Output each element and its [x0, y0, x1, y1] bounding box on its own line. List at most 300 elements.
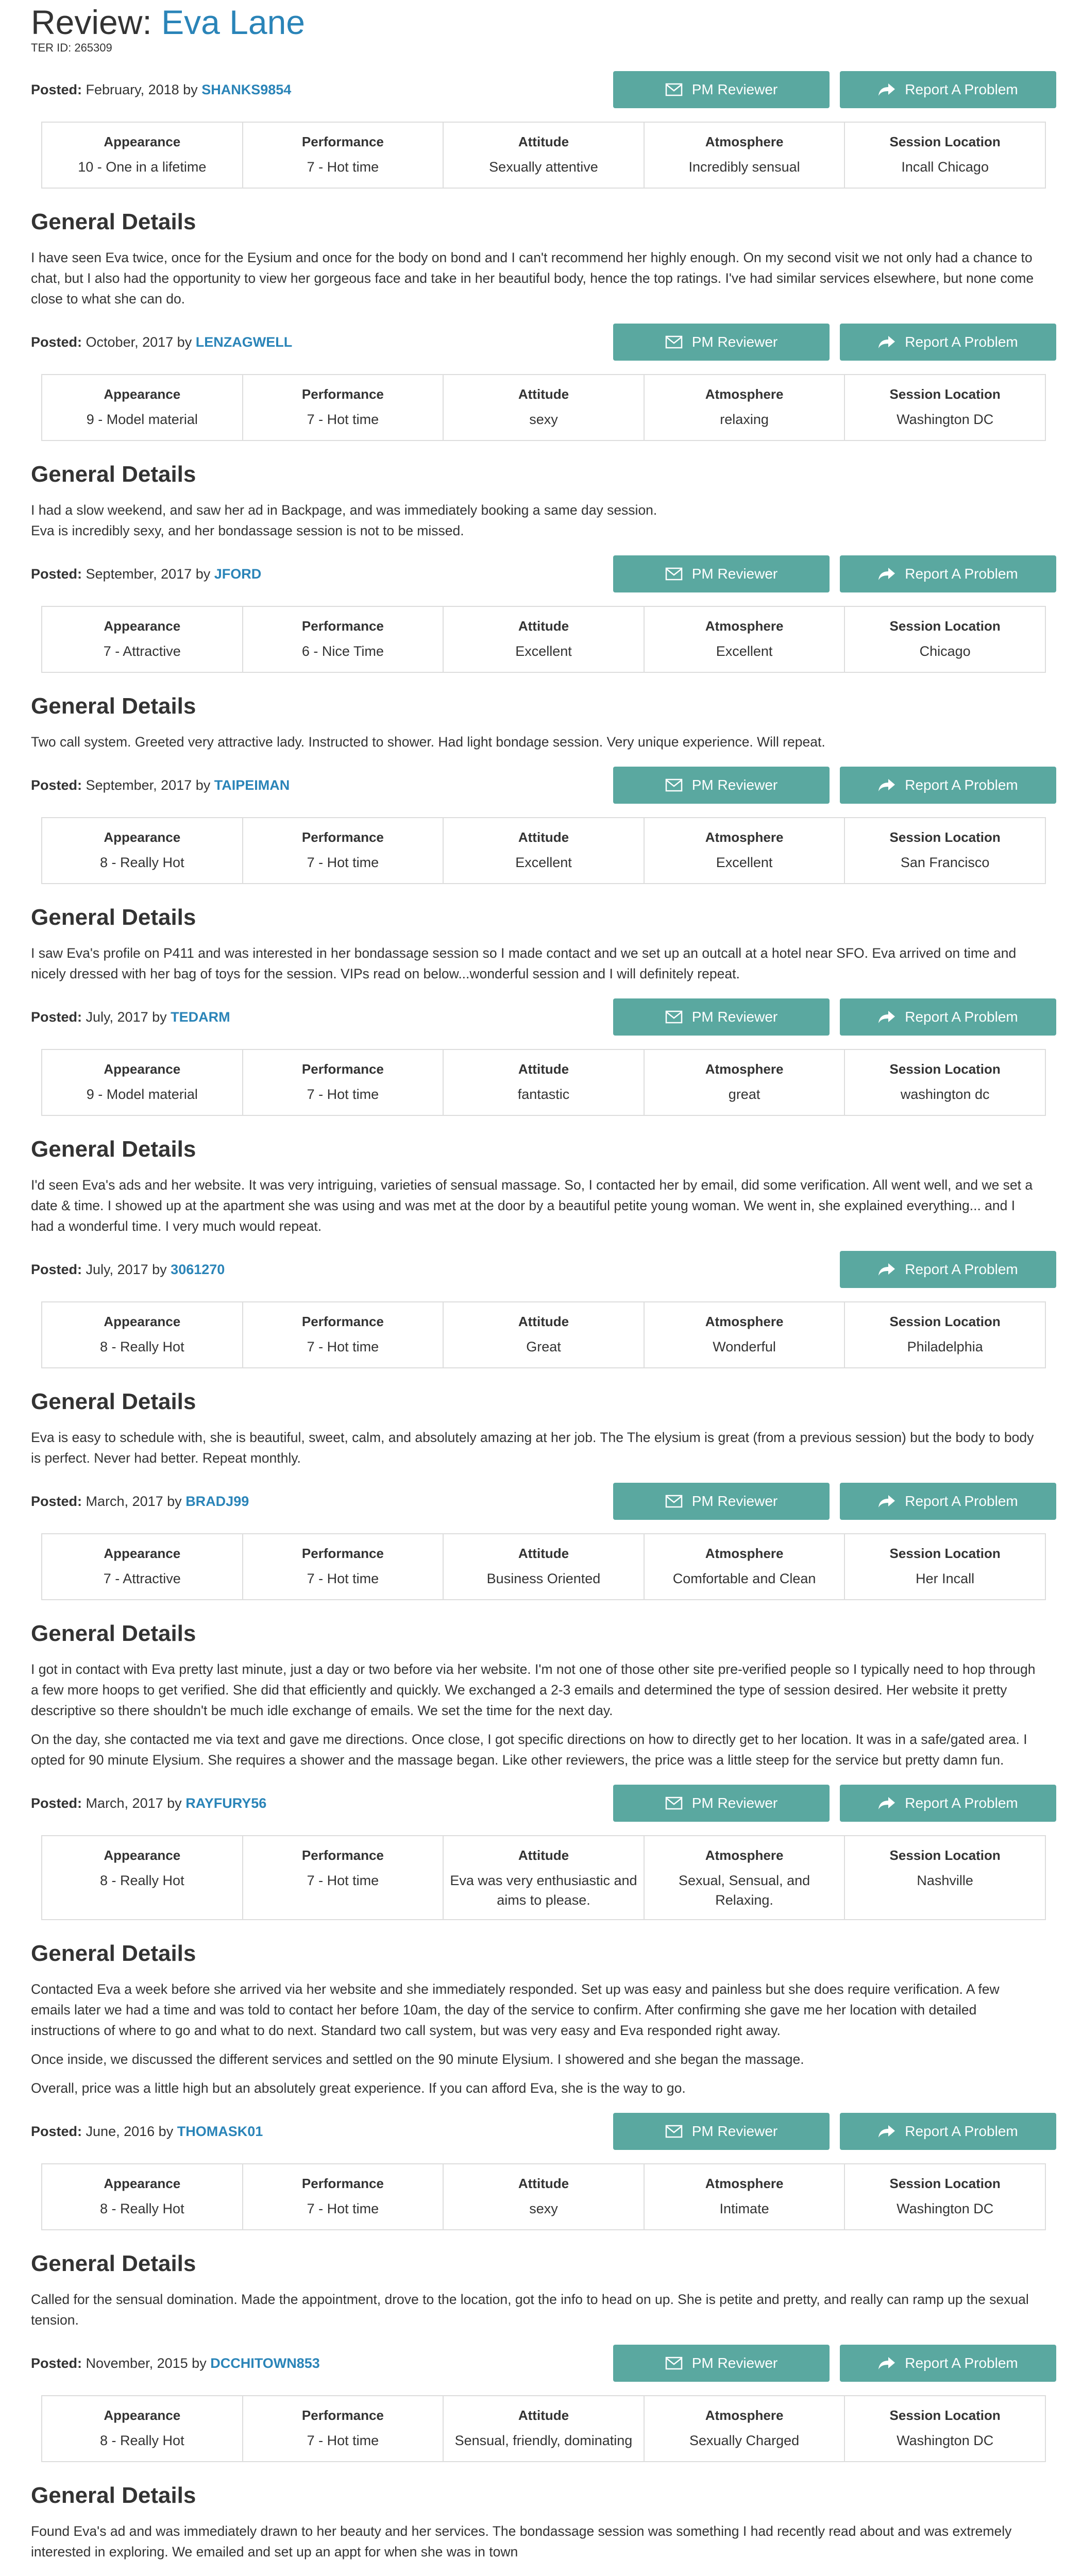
review-date: July, 2017 [86, 1009, 148, 1025]
report-problem-button[interactable] [840, 71, 1056, 108]
rating-value: Incall Chicago [901, 159, 989, 175]
provider-name-link[interactable]: Eva Lane [161, 3, 305, 41]
envelope-icon [665, 82, 683, 97]
rating-appearance [42, 375, 243, 440]
rating-appearance [42, 1836, 243, 1919]
reviewer-link[interactable]: RAYFURY56 [185, 1795, 267, 1811]
rating-appearance [42, 2164, 243, 2229]
posted-label: Posted: [31, 2355, 82, 2371]
rating-label: Atmosphere [705, 1314, 784, 1329]
reviewer-link[interactable]: LENZAGWELL [195, 334, 293, 350]
general-details-text [31, 2521, 1056, 2562]
details-paragraph: I saw Eva's profile on P411 and was interested in her bondassage session so I made contact and we set up an outcall at a hotel near SFO. Eva arrived on time and nicely dressed with her bag of toys for the session. VIPs read on below...wonderful session and I will definitely repeat. [31, 945, 1017, 981]
rating-atmosphere [645, 818, 846, 883]
rating-label: Appearance [104, 1546, 181, 1561]
rating-label: Appearance [104, 1061, 181, 1077]
report-problem-label: Report A Problem [905, 566, 1018, 582]
general-details-text [31, 732, 1056, 752]
envelope-icon [665, 1796, 683, 1810]
envelope-icon [665, 335, 683, 349]
rating-location [845, 1050, 1045, 1115]
review-meta [31, 1481, 1056, 1522]
rating-value: 7 - Attractive [103, 1571, 181, 1586]
reviewer-link[interactable]: DCCHITOWN853 [210, 2355, 320, 2371]
rating-value: 7 - Hot time [307, 1873, 379, 1888]
rating-performance [243, 2164, 444, 2229]
rating-value: Excellent [716, 643, 773, 659]
review-entry [31, 1783, 1056, 2098]
rating-atmosphere [645, 123, 846, 188]
rating-label: Session Location [889, 1546, 1001, 1561]
rating-label: Session Location [889, 134, 1001, 149]
report-problem-button[interactable] [840, 767, 1056, 804]
by-label: by [195, 777, 211, 793]
rating-value: Sexually Charged [689, 2433, 800, 2448]
review-date: June, 2016 [86, 2123, 155, 2139]
general-details-text [31, 2289, 1056, 2330]
review-actions [613, 71, 1056, 108]
rating-label: Session Location [889, 1314, 1001, 1329]
general-details-text [31, 1659, 1056, 1770]
reviewer-link[interactable]: BRADJ99 [185, 1493, 249, 1509]
rating-label: Performance [301, 386, 384, 402]
share-arrow-icon [878, 1796, 895, 1810]
report-problem-button[interactable] [840, 324, 1056, 361]
rating-value: Incredibly sensual [688, 159, 800, 175]
report-problem-button[interactable] [840, 1483, 1056, 1520]
review-date: November, 2015 [86, 2355, 188, 2371]
rating-label: Session Location [889, 829, 1001, 845]
ratings-table [41, 2395, 1046, 2462]
rating-label: Performance [301, 1546, 384, 1561]
rating-value: 8 - Really Hot [100, 2433, 184, 2448]
rating-label: Appearance [104, 134, 181, 149]
rating-value: 7 - Hot time [307, 1339, 379, 1354]
general-details-heading: General Details [31, 1389, 196, 1414]
pm-reviewer-label: PM Reviewer [691, 334, 778, 350]
rating-appearance [42, 1302, 243, 1367]
general-details-heading: General Details [31, 2483, 196, 2508]
pm-reviewer-button[interactable] [613, 324, 830, 361]
pm-reviewer-label: PM Reviewer [691, 2355, 778, 2371]
envelope-icon [665, 2124, 683, 2139]
ratings-table [41, 1835, 1046, 1920]
by-label: by [192, 2355, 207, 2371]
rating-appearance [42, 818, 243, 883]
rating-location [845, 1836, 1045, 1919]
review-date: March, 2017 [86, 1493, 163, 1509]
rating-performance [243, 1302, 444, 1367]
rating-attitude [444, 375, 645, 440]
rating-label: Performance [301, 2176, 384, 2191]
rating-label: Performance [301, 134, 384, 149]
review-meta [31, 765, 1056, 806]
details-paragraph: I'd seen Eva's ads and her website. It was very intriguing, varieties of sensual massage. So, I contacted her by email, did some verification. All went well, and we set a date & time. I showed up at the apartment she was using and was met at the door by a beautiful petite young woman. We went in, she explained everything... and I had a wonderful time. I very much would repeat. [31, 1177, 1033, 1234]
review-meta [31, 2111, 1056, 2152]
rating-label: Session Location [889, 1848, 1001, 1863]
rating-performance [243, 2396, 444, 2461]
rating-atmosphere [645, 1534, 846, 1599]
posted-line [31, 1262, 225, 1278]
rating-value: Eva was very enthusiastic and aims to please. [450, 1873, 637, 1908]
rating-value: great [728, 1087, 760, 1102]
reviewer-link[interactable]: SHANKS9854 [201, 81, 292, 97]
reviewer-link[interactable]: THOMASK01 [177, 2123, 263, 2139]
rating-value: 8 - Really Hot [100, 855, 184, 870]
rating-label: Performance [301, 829, 384, 845]
rating-location [845, 2396, 1045, 2461]
details-paragraph: On the day, she contacted me via text and gave me directions. Once close, I got specific directions on how to directly get to her location. It was in a safe/gated area. I opted for 90 minute Elysium. She requires a shower and the massage began. Like other reviewers, the price was a little steep for the service but pretty damn fun. [31, 1732, 1027, 1768]
review-entry [31, 996, 1056, 1236]
general-details-heading: General Details [31, 693, 196, 719]
title-prefix: Review: [31, 3, 152, 41]
rating-location [845, 375, 1045, 440]
rating-value: Wonderful [713, 1339, 776, 1354]
review-actions [613, 1483, 1056, 1520]
rating-appearance [42, 1534, 243, 1599]
posted-label: Posted: [31, 2123, 82, 2139]
by-label: by [158, 2123, 174, 2139]
by-label: by [167, 1493, 182, 1509]
ratings-table [41, 122, 1046, 189]
rating-attitude [444, 1534, 645, 1599]
posted-label: Posted: [31, 566, 82, 582]
rating-value: 7 - Hot time [307, 159, 379, 175]
general-details-heading: General Details [31, 2251, 196, 2276]
rating-atmosphere [645, 1836, 846, 1919]
page-title [31, 4, 1056, 40]
review-date: October, 2017 [86, 334, 174, 350]
review-meta [31, 321, 1056, 363]
general-details-text [31, 943, 1056, 984]
by-label: by [167, 1795, 182, 1811]
general-details-heading: General Details [31, 1137, 196, 1162]
rating-value: 6 - Nice Time [301, 643, 384, 659]
rating-attitude [444, 123, 645, 188]
general-details-heading: General Details [31, 462, 196, 487]
pm-reviewer-label: PM Reviewer [691, 2123, 778, 2139]
review-entry [31, 1249, 1056, 1468]
rating-label: Session Location [889, 618, 1001, 634]
review-actions [613, 767, 1056, 804]
report-problem-label: Report A Problem [905, 1009, 1018, 1025]
rating-location [845, 1534, 1045, 1599]
by-label: by [195, 566, 211, 582]
by-label: by [183, 81, 198, 97]
rating-value: 7 - Hot time [307, 1571, 379, 1586]
rating-label: Session Location [889, 2408, 1001, 2423]
rating-value: Chicago [919, 643, 971, 659]
pm-reviewer-label: PM Reviewer [691, 1493, 778, 1509]
page-header [31, 0, 1056, 57]
pm-reviewer-button[interactable] [613, 1785, 830, 1822]
rating-performance [243, 1836, 444, 1919]
rating-label: Appearance [104, 829, 181, 845]
ratings-table [41, 817, 1046, 884]
posted-line [31, 1795, 266, 1811]
posted-label: Posted: [31, 81, 82, 97]
details-paragraph: Found Eva's ad and was immediately drawn to her beauty and her services. The bondassage session was something I had recently read about and was extremely interested in exploring. We emailed and set up an appt for when she was in town [31, 2523, 1012, 2560]
rating-performance [243, 375, 444, 440]
review-entry [31, 765, 1056, 984]
general-details-text [31, 1979, 1056, 2098]
pm-reviewer-button[interactable] [613, 767, 830, 804]
rating-label: Atmosphere [705, 2408, 784, 2423]
ratings-table [41, 606, 1046, 673]
report-problem-button[interactable] [840, 1785, 1056, 1822]
rating-location [845, 123, 1045, 188]
rating-label: Atmosphere [705, 1546, 784, 1561]
rating-value: 7 - Hot time [307, 2433, 379, 2448]
details-paragraph: Contacted Eva a week before she arrived via her website and she immediately responded. Set up was easy and painless but she does require verification. A few emails later we had a time and was told to contact her before 10am, the day of the service to confirm. After confirming she gave me her location with detailed instructions of where to go and what to do next. Standard two call system, but was very easy and Eva responded right away. [31, 1981, 1000, 2038]
details-paragraph: I have seen Eva twice, once for the Eysium and once for the body on bond and I can't recommend her highly enough. On my second visit we not only had a chance to chat, but I also had the opportunity to view her gorgeous face and take in her beautiful body, hence the top ratings. I've had similar services elsewhere, but none come close to what she can do. [31, 250, 1034, 307]
review-meta [31, 996, 1056, 1038]
rating-label: Appearance [104, 2176, 181, 2191]
reviews-list [31, 69, 1056, 2576]
rating-label: Performance [301, 1314, 384, 1329]
rating-value: Intimate [719, 2201, 769, 2216]
rating-label: Attitude [518, 829, 569, 845]
pm-reviewer-button[interactable] [613, 1483, 830, 1520]
rating-value: Excellent [515, 643, 572, 659]
reviewer-link[interactable]: 3061270 [171, 1261, 225, 1277]
general-details-text [31, 1175, 1056, 1236]
rating-attitude [444, 607, 645, 672]
rating-label: Atmosphere [705, 134, 784, 149]
report-problem-label: Report A Problem [905, 334, 1018, 350]
rating-performance [243, 607, 444, 672]
rating-appearance [42, 123, 243, 188]
rating-attitude [444, 1836, 645, 1919]
rating-label: Attitude [518, 618, 569, 634]
ratings-table [41, 374, 1046, 441]
ter-id: TER ID: 265309 [31, 41, 112, 54]
details-paragraph: Once inside, we discussed the different services and settled on the 90 minute Elysium. I showered and she began the massage. [31, 2052, 804, 2067]
ratings-table [41, 1049, 1046, 1116]
details-paragraph: Eva is easy to schedule with, she is beautiful, sweet, calm, and absolutely amazing at her job. The The elysium is great (from a previous session) but the body to body is perfect. Never had better. Repeat monthly. [31, 1430, 1034, 1466]
pm-reviewer-label: PM Reviewer [691, 81, 778, 97]
details-paragraph: Two call system. Greeted very attractive lady. Instructed to shower. Had light bondage session. Very unique experience. Will repeat. [31, 734, 825, 750]
rating-value: relaxing [720, 412, 769, 427]
pm-reviewer-label: PM Reviewer [691, 777, 778, 793]
rating-location [845, 607, 1045, 672]
general-details-text [31, 247, 1056, 309]
report-problem-label: Report A Problem [905, 2355, 1018, 2371]
rating-value: Great [526, 1339, 561, 1354]
share-arrow-icon [878, 2124, 895, 2139]
rating-value: sexy [529, 412, 558, 427]
reviewer-link[interactable]: TAIPEIMAN [214, 777, 290, 793]
rating-value: 9 - Model material [86, 1087, 198, 1102]
rating-atmosphere [645, 2396, 846, 2461]
report-problem-button[interactable] [840, 2113, 1056, 2150]
rating-label: Session Location [889, 386, 1001, 402]
report-problem-button[interactable] [840, 1251, 1056, 1288]
review-meta [31, 69, 1056, 110]
rating-label: Appearance [104, 618, 181, 634]
review-meta [31, 1249, 1056, 1290]
report-problem-button[interactable] [840, 998, 1056, 1036]
details-paragraph: Overall, price was a little high but an absolutely great experience. If you can afford Eva, she is the way to go. [31, 2080, 686, 2096]
posted-line [31, 566, 261, 582]
review-actions [613, 998, 1056, 1036]
rating-value: Excellent [515, 855, 572, 870]
rating-label: Performance [301, 618, 384, 634]
report-problem-button[interactable] [840, 2345, 1056, 2382]
pm-reviewer-label: PM Reviewer [691, 1795, 778, 1811]
share-arrow-icon [878, 567, 895, 581]
envelope-icon [665, 1494, 683, 1509]
rating-label: Appearance [104, 1314, 181, 1329]
review-date: September, 2017 [86, 566, 192, 582]
review-actions [840, 1251, 1056, 1288]
pm-reviewer-button[interactable] [613, 71, 830, 108]
rating-atmosphere [645, 607, 846, 672]
pm-reviewer-label: PM Reviewer [691, 566, 778, 582]
posted-line [31, 1009, 230, 1025]
rating-attitude [444, 818, 645, 883]
rating-value: 7 - Hot time [307, 1087, 379, 1102]
posted-label: Posted: [31, 1795, 82, 1811]
general-details-heading: General Details [31, 209, 196, 234]
rating-label: Atmosphere [705, 2176, 784, 2191]
pm-reviewer-label: PM Reviewer [691, 1009, 778, 1025]
rating-location [845, 1302, 1045, 1367]
rating-attitude [444, 2164, 645, 2229]
rating-value: Washington DC [897, 2433, 994, 2448]
share-arrow-icon [878, 82, 895, 97]
rating-atmosphere [645, 2164, 846, 2229]
general-details-text [31, 500, 1056, 541]
details-paragraph: I got in contact with Eva pretty last minute, just a day or two before via her website. I'm not one of those other site pre-verified people so I typically need to hop through a few more hoops to get verified. She did that efficiently and quickly. We exchanged a 2-3 emails and determined the type of session desired. Her website it pretty descriptive so there shouldn't be much idle exchange of emails. We set the time for the next day. [31, 1662, 1036, 1718]
rating-value: Comfortable and Clean [672, 1571, 816, 1586]
report-problem-label: Report A Problem [905, 777, 1018, 793]
rating-value: Washington DC [897, 2201, 994, 2216]
rating-label: Session Location [889, 1061, 1001, 1077]
report-problem-label: Report A Problem [905, 81, 1018, 97]
rating-value: 8 - Really Hot [100, 1339, 184, 1354]
rating-attitude [444, 1050, 645, 1115]
rating-label: Session Location [889, 2176, 1001, 2191]
report-problem-label: Report A Problem [905, 1261, 1018, 1277]
rating-appearance [42, 607, 243, 672]
pm-reviewer-button[interactable] [613, 998, 830, 1036]
rating-value: Her Incall [916, 1571, 975, 1586]
rating-value: 7 - Hot time [307, 855, 379, 870]
review-meta [31, 1783, 1056, 1824]
posted-label: Posted: [31, 334, 82, 350]
reviewer-link[interactable]: TEDARM [171, 1009, 230, 1025]
rating-appearance [42, 1050, 243, 1115]
review-meta [31, 553, 1056, 595]
details-paragraph: I had a slow weekend, and saw her ad in Backpage, and was immediately booking a same day session. Eva is incredibly sexy, and her bondassage session is not to be missed. [31, 502, 657, 538]
rating-label: Attitude [518, 2408, 569, 2423]
rating-value: 8 - Really Hot [100, 2201, 184, 2216]
review-actions [613, 2345, 1056, 2382]
rating-label: Attitude [518, 2176, 569, 2191]
rating-label: Performance [301, 1061, 384, 1077]
report-problem-button[interactable] [840, 555, 1056, 592]
general-details-text [31, 1427, 1056, 1468]
rating-atmosphere [645, 1302, 846, 1367]
rating-performance [243, 1534, 444, 1599]
review-actions [613, 324, 1056, 361]
general-details-heading: General Details [31, 1941, 196, 1966]
review-date: September, 2017 [86, 777, 192, 793]
pm-reviewer-button[interactable] [613, 2113, 830, 2150]
review-actions [613, 2113, 1056, 2150]
rating-value: San Francisco [900, 855, 990, 870]
rating-value: 7 - Hot time [307, 2201, 379, 2216]
posted-label: Posted: [31, 1261, 82, 1277]
rating-value: Sexual, Sensual, and Relaxing. [678, 1873, 810, 1908]
by-label: by [152, 1009, 167, 1025]
review-actions [613, 1785, 1056, 1822]
rating-label: Appearance [104, 386, 181, 402]
rating-value: 7 - Attractive [103, 643, 181, 659]
by-label: by [152, 1261, 167, 1277]
share-arrow-icon [878, 778, 895, 792]
envelope-icon [665, 1010, 683, 1024]
rating-atmosphere [645, 1050, 846, 1115]
rating-appearance [42, 2396, 243, 2461]
posted-line [31, 2355, 320, 2371]
rating-value: Excellent [716, 855, 773, 870]
pm-reviewer-button[interactable] [613, 2345, 830, 2382]
share-arrow-icon [878, 1010, 895, 1024]
rating-label: Appearance [104, 1848, 181, 1863]
rating-label: Performance [301, 1848, 384, 1863]
rating-attitude [444, 1302, 645, 1367]
rating-location [845, 2164, 1045, 2229]
rating-value: Business Oriented [486, 1571, 601, 1586]
rating-label: Atmosphere [705, 829, 784, 845]
by-label: by [177, 334, 192, 350]
posted-label: Posted: [31, 1493, 82, 1509]
share-arrow-icon [878, 1262, 895, 1277]
rating-performance [243, 123, 444, 188]
review-date: July, 2017 [86, 1261, 148, 1277]
rating-value: Washington DC [897, 412, 994, 427]
rating-label: Atmosphere [705, 386, 784, 402]
rating-value: Philadelphia [907, 1339, 983, 1354]
review-date: February, 2018 [86, 81, 179, 97]
rating-label: Attitude [518, 134, 569, 149]
reviewer-link[interactable]: JFORD [214, 566, 262, 582]
review-entry [31, 69, 1056, 309]
review-entry [31, 2343, 1056, 2562]
report-problem-label: Report A Problem [905, 1493, 1018, 1509]
posted-line [31, 82, 291, 98]
rating-value: fantastic [517, 1087, 570, 1102]
pm-reviewer-button[interactable] [613, 555, 830, 592]
posted-line [31, 777, 290, 793]
rating-value: Sensual, friendly, dominating [454, 2433, 633, 2448]
rating-label: Attitude [518, 386, 569, 402]
review-entry [31, 553, 1056, 752]
rating-value: sexy [529, 2201, 558, 2216]
rating-label: Atmosphere [705, 1848, 784, 1863]
rating-performance [243, 1050, 444, 1115]
ratings-table [41, 1533, 1046, 1600]
rating-value: 8 - Really Hot [100, 1873, 184, 1888]
ratings-table [41, 2163, 1046, 2230]
rating-label: Attitude [518, 1314, 569, 1329]
rating-value: 10 - One in a lifetime [78, 159, 207, 175]
rating-attitude [444, 2396, 645, 2461]
rating-label: Attitude [518, 1061, 569, 1077]
posted-line [31, 1494, 249, 1510]
